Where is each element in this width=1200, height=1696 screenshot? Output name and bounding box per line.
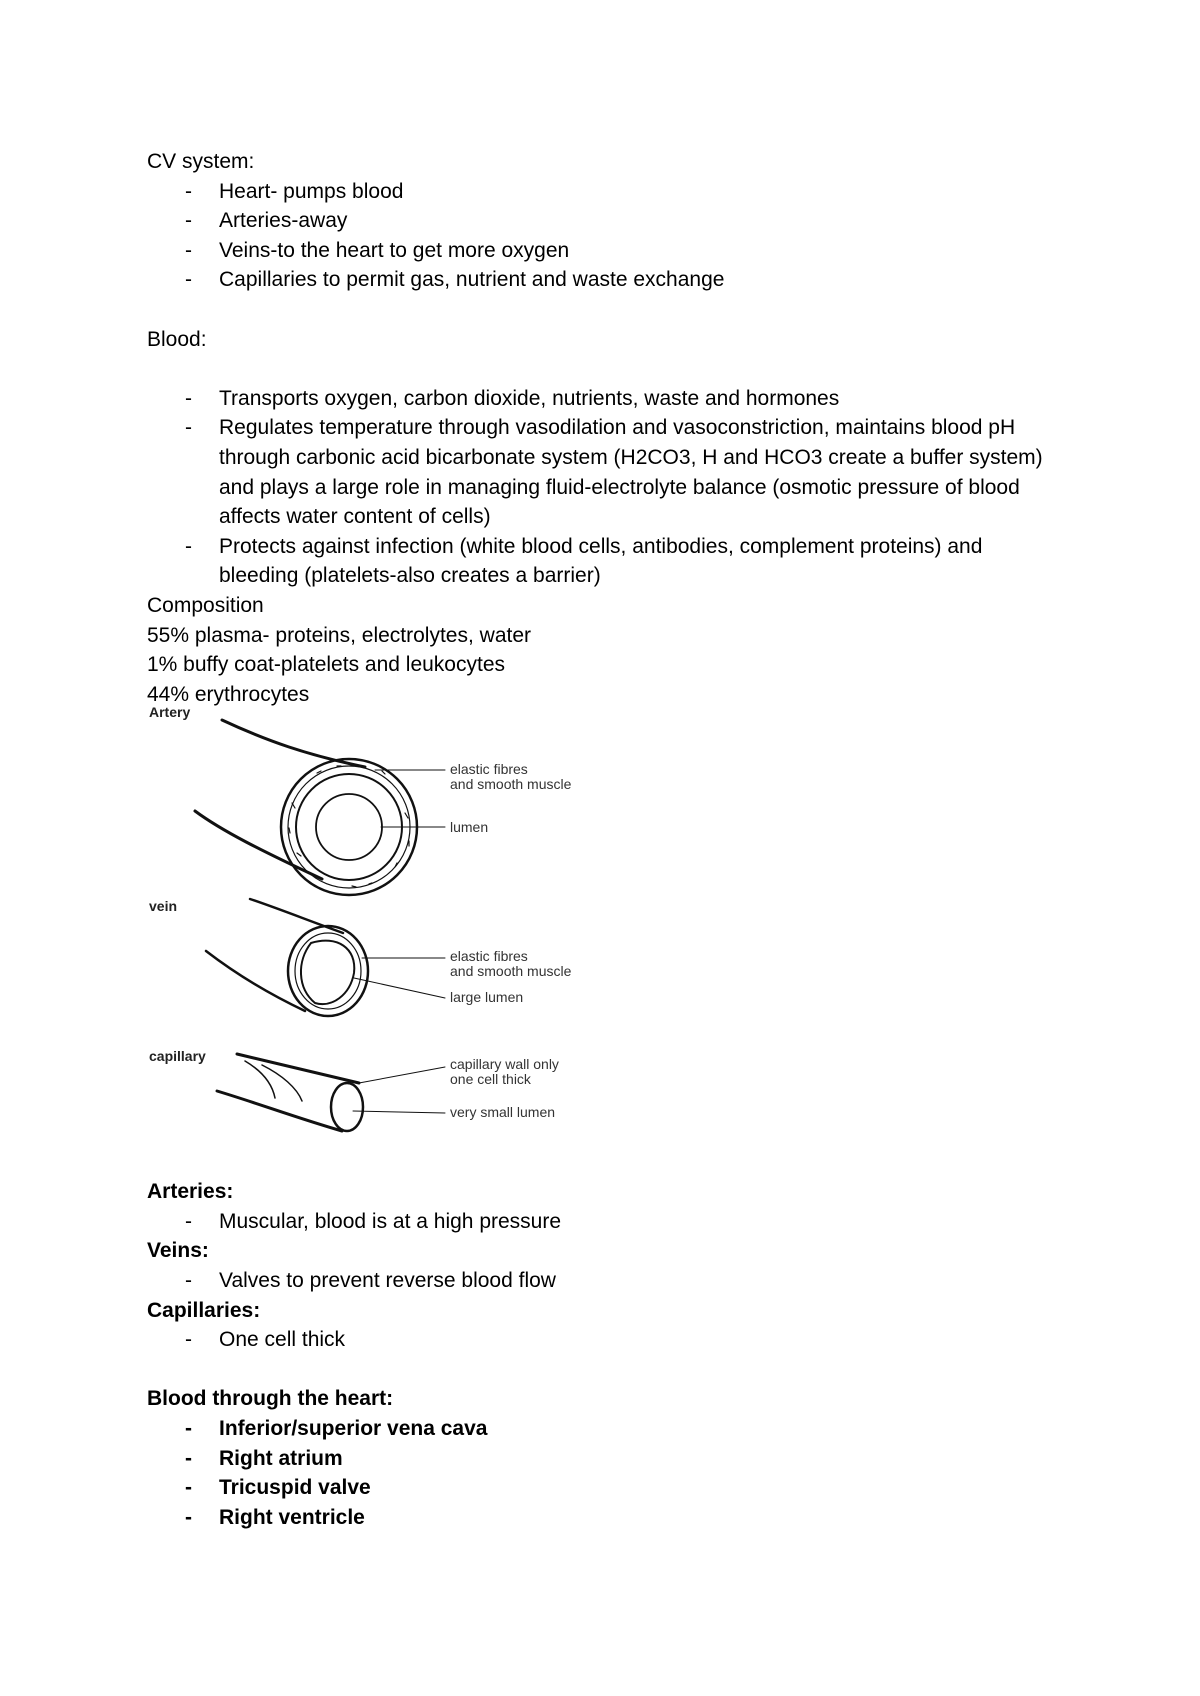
arteries-list [147, 1207, 1057, 1237]
artery-label-layer: elastic fibres [450, 761, 528, 778]
list-item: - Veins-to the heart to get more oxygen [147, 236, 1057, 266]
veins-list [147, 1266, 1057, 1296]
composition-line: 1% buffy coat-platelets and leukocytes [147, 653, 505, 677]
list-item: - Inferior/superior vena cava [147, 1414, 1057, 1444]
list-item: - Capillaries to permit gas, nutrient and waste exchange [147, 265, 1057, 295]
blood-heading: Blood: [147, 327, 207, 351]
cv-system-list [147, 177, 1057, 295]
vessel-illustration [147, 703, 607, 1173]
capillary-title: capillary [149, 1048, 206, 1065]
capillary-label-wall: one cell thick [450, 1071, 531, 1088]
list-item: - Right ventricle [147, 1503, 1057, 1533]
vein-label-lumen: large lumen [450, 989, 524, 1006]
list-item: - Right atrium [147, 1444, 1057, 1474]
composition-line: 55% plasma- proteins, electrolytes, water [147, 623, 531, 647]
artery-label-lumen: lumen [450, 819, 489, 836]
cv-system-heading: CV system: [147, 150, 255, 173]
composition-heading: Composition [147, 593, 264, 617]
list-item: - One cell thick [147, 1325, 1057, 1355]
heart-list [147, 1414, 1057, 1532]
list-item: - Arteries-away [147, 206, 1057, 236]
list-item: - Valves to prevent reverse blood flow [147, 1266, 1057, 1296]
list-item: - Tricuspid valve [147, 1473, 1057, 1503]
list-item: - Muscular, blood is at a high pressure [147, 1207, 1057, 1237]
artery-label-layer: and smooth muscle [450, 776, 572, 793]
arteries-heading: Arteries: [147, 1180, 234, 1204]
blood-vessel-diagram [147, 703, 607, 1173]
list-item: - Regulates temperature through vasodilation and vasoconstriction, maintains blood pH through carbonic acid bicarbonate system (H2CO3, H and HCO3 create a buffer system) and plays a large role in managing fluid-electrolyte balance (osmotic pressure of blood affects water content of cells) [147, 413, 1057, 531]
vein-title: vein [149, 898, 178, 915]
vein-label-layer: elastic fibres [450, 948, 528, 965]
spacer [147, 354, 1057, 384]
list-item: - Transports oxygen, carbon dioxide, nutrients, waste and hormones [147, 384, 1057, 414]
composition-line: 44% erythrocytes [147, 682, 310, 706]
document-content [147, 147, 1057, 1532]
capillaries-heading: Capillaries: [147, 1298, 261, 1322]
heart-heading: Blood through the heart: [147, 1387, 394, 1411]
capillary-label-wall: capillary wall only [450, 1056, 559, 1073]
capillaries-list [147, 1325, 1057, 1355]
list-item: - Protects against infection (white blood cells, antibodies, complement proteins) and bleeding (platelets-also creates a barrier) [147, 532, 1057, 591]
capillary-label-lumen: very small lumen [450, 1104, 556, 1121]
spacer [147, 295, 1057, 325]
spacer [147, 1355, 1057, 1385]
veins-heading: Veins: [147, 1239, 209, 1263]
blood-list [147, 384, 1057, 591]
list-item: - Heart- pumps blood [147, 177, 1057, 207]
artery-title: Artery [149, 704, 191, 721]
vein-label-layer: and smooth muscle [450, 963, 572, 980]
